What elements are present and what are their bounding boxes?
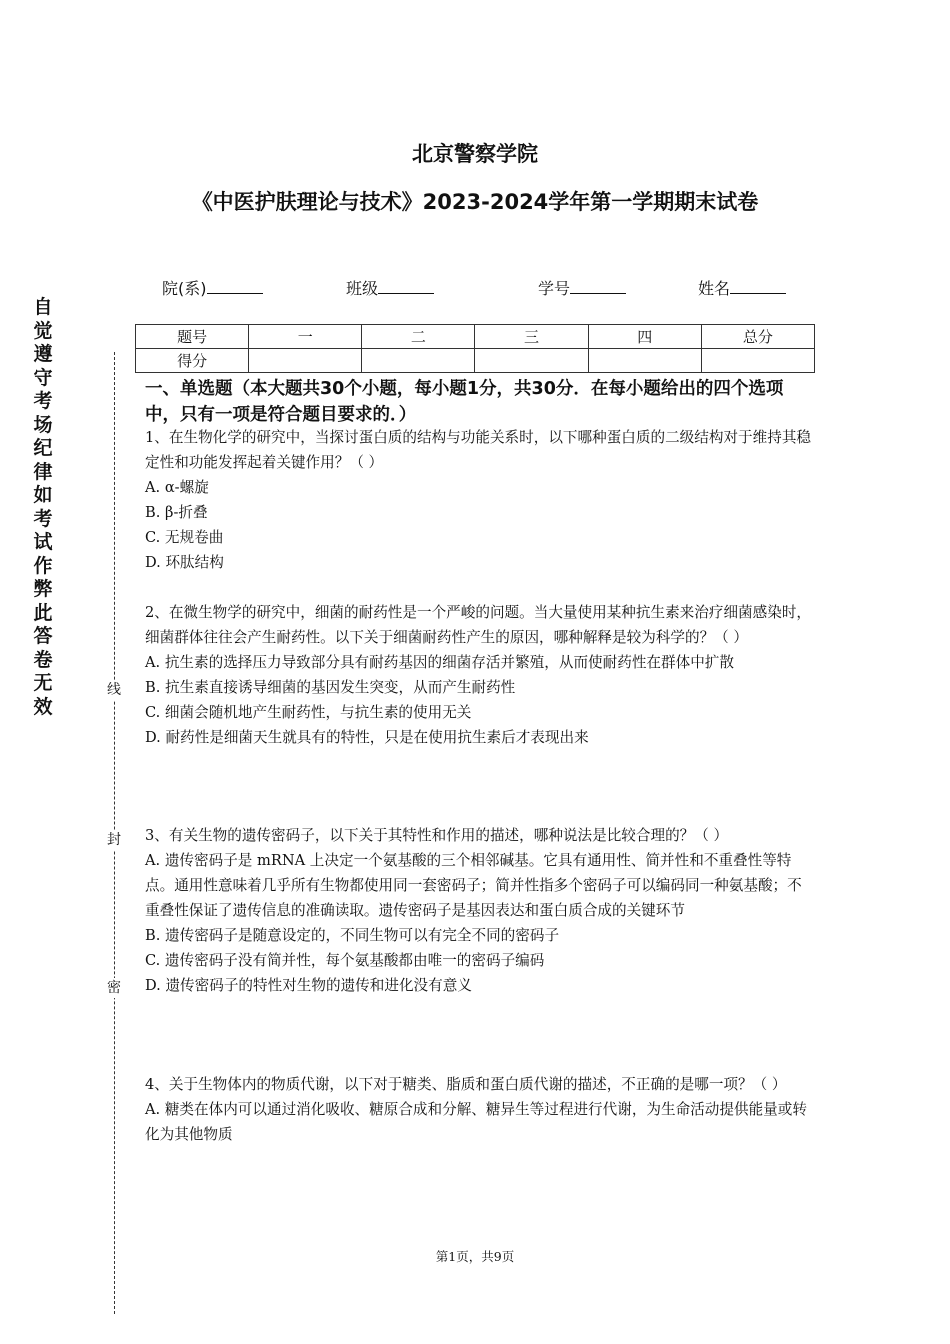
notice-char: 弊 <box>33 578 53 600</box>
name-field <box>698 276 786 299</box>
class-blank[interactable] <box>378 277 434 294</box>
seal-mark-secret: 密 <box>104 978 124 998</box>
score-cell: 总分 <box>701 325 814 349</box>
score-cell: 一 <box>249 325 362 349</box>
student-id-label: 学号 <box>538 279 571 298</box>
option[interactable]: A. 遗传密码子是 mRNA 上决定一个氨基酸的三个相邻碱基。它具有通用性、简并性和不重叠性等特点。通用性意味着几乎所有生物都使用同一套密码子；简并性指多个密码子可以编码同一种氨基酸；不重叠性保证了遗传信息的准确读取。遗传密码子是基因表达和蛋白质合成的关键环节 <box>145 852 802 919</box>
notice-char: 自 <box>33 296 53 318</box>
question-stem: 1、在生物化学的研究中，当探讨蛋白质的结构与功能关系时，以下哪种蛋白质的二级结构对于维持其稳定性和功能发挥起着关键作用？（ ） <box>145 429 812 471</box>
notice-char: 无 <box>33 672 53 694</box>
notice-char: 如 <box>33 484 53 506</box>
score-cell: 题号 <box>136 325 249 349</box>
score-table <box>135 324 815 373</box>
question-stem: 3、有关生物的遗传密码子，以下关于其特性和作用的描述，哪种说法是比较合理的？（ ） <box>145 827 729 844</box>
notice-char: 场 <box>33 413 53 436</box>
question-1 <box>145 425 815 575</box>
school-name: 北京警察学院 <box>412 142 538 166</box>
score-blank-cell[interactable] <box>475 349 588 373</box>
notice-char: 觉 <box>33 319 53 342</box>
score-cell: 二 <box>362 325 475 349</box>
option[interactable]: A. 糖类在体内可以通过消化吸收、糖原合成和分解、糖异生等过程进行代谢，为生命活动提供能量或转化为其他物质 <box>145 1101 807 1143</box>
question-4 <box>145 1072 815 1147</box>
page-number: 第1页，共9页 <box>435 1249 515 1264</box>
option[interactable]: D. 遗传密码子的特性对生物的遗传和进化没有意义 <box>145 977 472 994</box>
section-heading: 一、单选题（本大题共30个小题，每小题1分，共30分．在每小题给出的四个选项中，只有一项是符合题目要求的．） <box>145 379 784 425</box>
integrity-notice <box>30 296 56 719</box>
score-blank-cell[interactable] <box>362 349 475 373</box>
notice-char: 考 <box>33 390 53 412</box>
option[interactable]: C. 遗传密码子没有简并性，每个氨基酸都由唯一的密码子编码 <box>145 952 545 969</box>
question-stem: 4、关于生物体内的物质代谢，以下对于糖类、脂质和蛋白质代谢的描述，不正确的是哪一项？（ ） <box>145 1076 787 1093</box>
score-cell: 四 <box>588 325 701 349</box>
score-cell: 得分 <box>136 349 249 373</box>
question-2 <box>145 600 815 750</box>
class-field <box>346 276 434 299</box>
notice-char: 卷 <box>33 648 53 671</box>
seal-mark-line: 线 <box>104 680 124 700</box>
department-blank[interactable] <box>207 277 263 294</box>
option[interactable]: D. 环肽结构 <box>145 554 224 571</box>
notice-char: 试 <box>33 531 53 553</box>
notice-char: 律 <box>33 460 53 483</box>
option[interactable]: B. 遗传密码子是随意设定的，不同生物可以有完全不同的密码子 <box>145 927 560 944</box>
option[interactable]: A. 抗生素的选择压力导致部分具有耐药基因的细菌存活并繁殖，从而使耐药性在群体中扩散 <box>145 654 734 671</box>
department-label: 院(系) <box>162 279 207 298</box>
name-label: 姓名 <box>698 279 731 298</box>
notice-char: 此 <box>33 601 53 624</box>
exam-title: 《中医护肤理论与技术》2023-2024学年第一学期期末试卷 <box>191 190 759 214</box>
seal-mark-seal: 封 <box>104 830 124 850</box>
name-blank[interactable] <box>730 277 786 294</box>
option[interactable]: A. α-螺旋 <box>145 479 209 496</box>
option[interactable]: C. 无规卷曲 <box>145 529 224 546</box>
score-table-score-row <box>136 349 815 373</box>
option[interactable]: D. 耐药性是细菌天生就具有的特性，只是在使用抗生素后才表现出来 <box>145 729 589 746</box>
score-cell: 三 <box>475 325 588 349</box>
class-label: 班级 <box>346 279 379 298</box>
score-blank-cell[interactable] <box>588 349 701 373</box>
option[interactable]: B. β-折叠 <box>145 504 208 521</box>
score-blank-cell[interactable] <box>701 349 814 373</box>
notice-char: 守 <box>33 366 53 389</box>
notice-char: 考 <box>33 507 53 530</box>
notice-char: 遵 <box>33 343 53 365</box>
option[interactable]: B. 抗生素直接诱导细菌的基因发生突变，从而产生耐药性 <box>145 679 516 696</box>
score-table-header-row <box>136 325 815 349</box>
score-blank-cell[interactable] <box>249 349 362 373</box>
notice-char: 效 <box>33 695 53 718</box>
notice-char: 纪 <box>33 437 53 459</box>
option[interactable]: C. 细菌会随机地产生耐药性，与抗生素的使用无关 <box>145 704 472 721</box>
question-stem: 2、在微生物学的研究中，细菌的耐药性是一个严峻的问题。当大量使用某种抗生素来治疗细菌感染时，细菌群体往往会产生耐药性。以下关于细菌耐药性产生的原因，哪种解释是较为科学的？（ ） <box>145 604 812 646</box>
student-id-field <box>538 276 626 299</box>
notice-char: 答 <box>33 625 53 647</box>
question-3 <box>145 823 815 998</box>
notice-char: 作 <box>33 554 53 577</box>
department-field <box>162 276 263 299</box>
student-id-blank[interactable] <box>570 277 626 294</box>
